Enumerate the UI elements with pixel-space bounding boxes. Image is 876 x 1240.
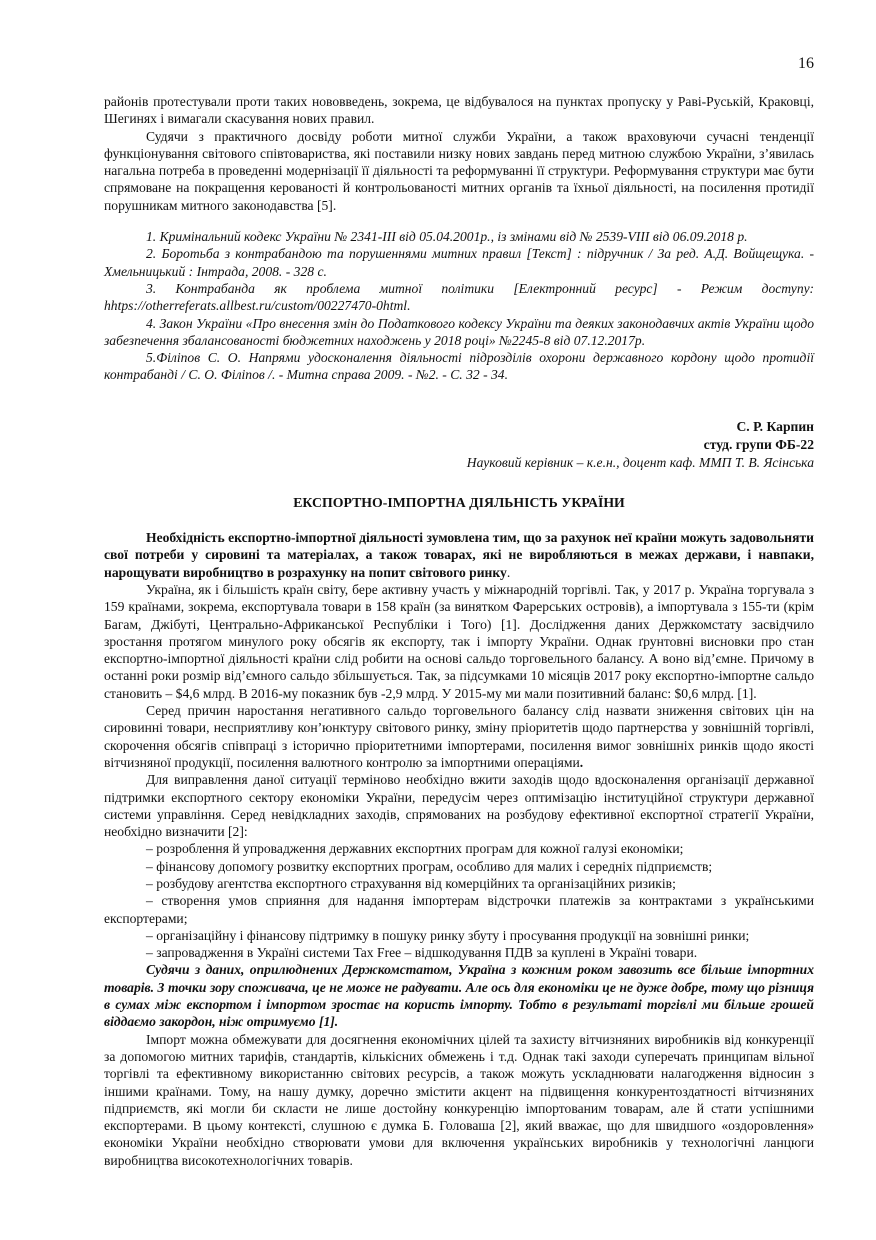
article-paragraph-5: Імпорт можна обмежувати для досягнення економічних цілей та захисту вітчизняних виробників від конкуренції за допомогою митних тарифів, стандартів, кількісних обмежень і т.д. Однак такі заходи суперечать принципам вільної торгівлі та ефективному використанню світових ресурсів, а також можуть ускладнювати налагодження відносин з іншими країнами. Тому, на нашу думку, доречно змістити акцент на підвищення конкурентоздатності вітчизняних підприємств, які могли би скласти не лише достойну конкуренцію імпортованим товарам, але й стати успішними експортерами. В цьому контексті, слушною є думка Б. Головаша [2], який вважає, що для швидшого «оздоровлення» економіки України необхідно створювати умови для включення українських виробників у технологічні ланцюги виробництва високотехнологічних товарів. [104, 1031, 814, 1168]
intro-paragraph-2: Судячи з практичного досвіду роботи митної служби України, а також враховуючи сучасні тенденції функціонування світового співтовариства, які поставили низку нових завдань перед митною службою України, з’явилась нагальна потреба в проведенні модернізації її діяльності та реформуванні її структури. Реформування структури має бути спрямоване на покращення керованості й контрольованості митних органів та їхньої діяльності, на посилення протидії порушникам митного законодавства [5]. [104, 128, 814, 213]
author-name: С. Р. Карпин [736, 418, 814, 434]
reference-item: 1. Кримінальний кодекс України № 2341-ІІІ від 05.04.2001р., із змінами від № 2539-VIII від 06.09.2018 р. [146, 229, 748, 245]
article-lead-end: . [506, 564, 511, 580]
list-item: – розроблення й упровадження державних експортних програм для кожної галузі економіки; [146, 841, 684, 857]
article-title: ЕКСПОРТНО-ІМПОРТНА ДІЯЛЬНІСТЬ УКРАЇНИ [293, 494, 625, 510]
list-item: – запровадження в Україні системи Tax Free – відшкодування ПДВ за куплені в Україні товари. [146, 945, 698, 961]
intro-paragraph-1: районів протестували проти таких нововведень, зокрема, це відбувалося на пунктах пропуску у Раві-Руській, Краковці, Шегинях і вимагали скасування нових правил. [104, 94, 814, 127]
list-item: – фінансову допомогу розвитку експортних програм, особливо для малих і середніх підприємств; [146, 858, 713, 874]
article-paragraph-1: Україна, як і більшість країн світу, бере активну участь у міжнародній торгівлі. Так, у 2017 р. Україна торгувала з 159 країнами, зокрема, експортувала товари в 158 країн (за винятком Фарерських островів), а імпортувала з 155-ти (крім Багам, Джібуті, Центрально-Африканської Республіки і Того) [1]. Дослідження даних Держкомстату засвідчило зростання протягом минулого року обсягів як експорту, так і імпорту України. Однак ґрунтовні висновки про стан експортно-імпортної діяльності країни слід робити на основі сальдо торговельного балансу. А воно від’ємне. Причому в останні роки розмір від’ємного сальдо збільшується. Так, за підсумками 10 місяців 2017 року експортно-імпортне сальдо становить – $4,6 млрд. В 2016-му показник був -2,9 млрд. У 2015-му ми мали позитивний баланс: $0,6 млрд. [1]. [104, 581, 814, 701]
list-item: – розбудову агентства експортного страхування від комерційних та організаційних ризиків; [146, 875, 676, 891]
article-paragraph-2-end: . [579, 754, 584, 770]
author-block [104, 418, 814, 472]
reference-list [104, 228, 814, 384]
author-advisor: Науковий керівник – к.е.н., доцент каф. ММП Т. В. Ясінська [466, 454, 814, 470]
article-paragraph-2-text: Серед причин наростання негативного сальдо торговельного балансу слід назвати зниження світових цін на сировинні товари, несприятливу кон’юнктуру світового ринку, зміну пріоритетів щодо партнерства у зовнішній торгівлі, скорочення обсягів співпраці з історично пріоритетними імпортерами, посилення вимог зовнішніх ринків щодо якості вітчизняної продукції, посилення валютного контролю за імпортними операціями [104, 703, 814, 770]
article-paragraph-4: Судячи з даних, оприлюднених Держкомстатом, Україна з кожним роком завозить все більше імпортних товарів. З точки зору споживача, це не може не радувати. Але ось для економіки це не дуже добре, тому що різниця в сумах між експортом і імпортом зростає на користь імпорту. Тобто в результаті торгівлі ми більше грошей віддаємо закордон, ніж отримуємо [1]. [104, 962, 814, 1030]
list-item: – організаційну і фінансову підтримку в пошуку ринку збуту і просування продукції на зовнішні ринки; [146, 927, 750, 943]
article-lead-text: Необхідність експортно-імпортної діяльності зумовлена тим, що за рахунок неї країни можуть задовольняти свої потреби у сировині та матеріалах, а також товарах, які не виробляються в межах держави, і навпаки, нарощувати виробництво в розрахунку на попит світового ринку [104, 530, 814, 580]
reference-item: 5.Філіпов С. О. Напрями удосконалення діяльності підрозділів охорони державного кордону щодо протидії контрабанді / С. О. Філіпов /. - Митна справа 2009. - №2. - С. 32 - 34. [104, 350, 814, 383]
reference-item: 3. Контрабанда як проблема митної політики [Електронний ресурс] - Режим доступу: hhtps://otherreferats.allbest.ru/custom/00227470-0html. [104, 280, 814, 314]
author-group: студ. групи ФБ-22 [703, 436, 814, 452]
list-item: – створення умов сприяння для надання імпортерам відстрочки платежів за контрактами з українськими експортерами; [104, 893, 814, 926]
article-paragraph-2 [104, 702, 814, 771]
page-content [104, 93, 814, 1169]
reference-item: 4. Закон України «Про внесення змін до Податкового кодексу України та деяких законодавчих актів України щодо забезпечення збалансованості бюджетних находжень у 2018 році» №2245-8 від 07.12.2017р. [104, 315, 814, 348]
article-lead [104, 529, 814, 581]
measures-list [104, 840, 814, 961]
reference-item: 2. Боротьба з контрабандою та порушеннями митних правил [Текст] : підручник / За ред. А.Д. Войщещука. - Хмельницький : Інтрада, 2008. - 328 с. [104, 246, 814, 279]
page-number: 16 [798, 55, 814, 72]
article-paragraph-3: Для виправлення даної ситуації терміново необхідно вжити заходів щодо вдосконалення організації державної підтримки експортного сектору економіки України, передусім через оптимізацію інституційної структури державної системи управління. Серед невідкладних заходів, спрямованих на розбудову ефективної експортної стратегії України, необхідно визначити [2]: [104, 772, 814, 840]
